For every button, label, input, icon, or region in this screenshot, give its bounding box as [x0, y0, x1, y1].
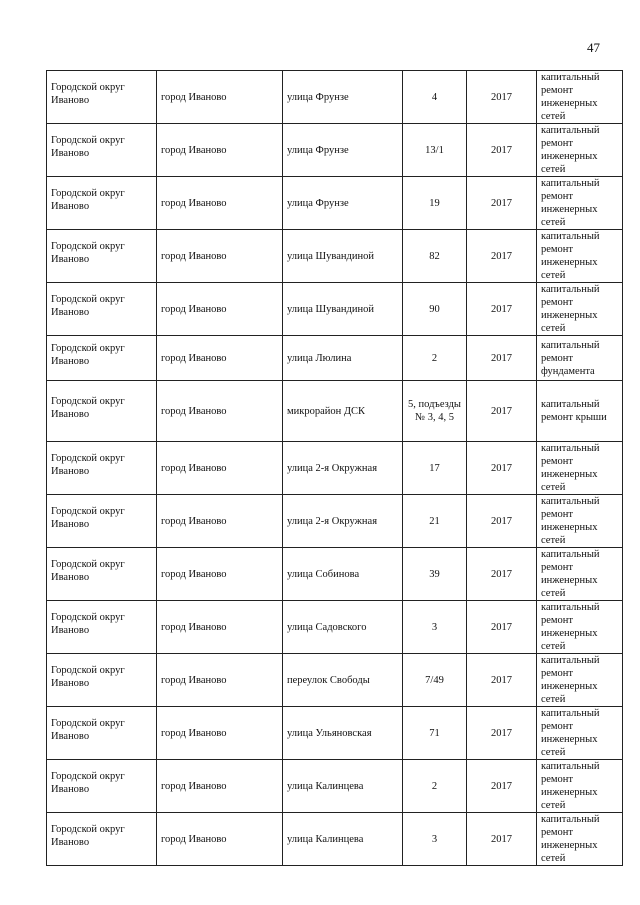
table-row: [47, 813, 623, 866]
table-body: [47, 71, 623, 866]
house-number-cell: 2: [403, 760, 467, 813]
settlement-cell: город Иваново: [157, 495, 283, 548]
work-type-cell: капитальный ремонт инженерных сетей: [537, 442, 623, 495]
municipality-cell: [47, 707, 157, 760]
year-cell: 2017: [467, 71, 537, 124]
page-number: 47: [587, 40, 600, 55]
year-cell: 2017: [467, 813, 537, 866]
house-number-cell: 21: [403, 495, 467, 548]
street-cell: улица 2-я Окружная: [283, 442, 403, 495]
house-number-cell: 39: [403, 548, 467, 601]
settlement-cell: город Иваново: [157, 124, 283, 177]
municipality-text: Городской округ Иваново: [51, 396, 125, 420]
work-type-cell: капитальный ремонт инженерных сетей: [537, 707, 623, 760]
table-row: [47, 495, 623, 548]
table-row: [47, 654, 623, 707]
house-number-cell: 4: [403, 71, 467, 124]
table-row: [47, 601, 623, 654]
year-cell: 2017: [467, 124, 537, 177]
house-number-cell: 17: [403, 442, 467, 495]
work-type-cell: капитальный ремонт инженерных сетей: [537, 601, 623, 654]
table-row: [47, 71, 623, 124]
municipality-cell: [47, 336, 157, 381]
municipality-text: Городской округ Иваново: [51, 188, 125, 212]
municipality-cell: [47, 601, 157, 654]
housing-repair-table: [46, 70, 623, 866]
year-cell: 2017: [467, 601, 537, 654]
municipality-text: Городской округ Иваново: [51, 135, 125, 159]
municipality-cell: [47, 71, 157, 124]
settlement-cell: город Иваново: [157, 442, 283, 495]
street-cell: улица Калинцева: [283, 813, 403, 866]
table-row: [47, 336, 623, 381]
work-type-cell: капитальный ремонт инженерных сетей: [537, 760, 623, 813]
work-type-cell: капитальный ремонт инженерных сетей: [537, 495, 623, 548]
street-cell: улица Шувандиной: [283, 230, 403, 283]
street-cell: улица Фрунзе: [283, 71, 403, 124]
municipality-cell: [47, 381, 157, 442]
work-type-cell: капитальный ремонт инженерных сетей: [537, 71, 623, 124]
year-cell: 2017: [467, 177, 537, 230]
settlement-cell: город Иваново: [157, 601, 283, 654]
municipality-cell: [47, 283, 157, 336]
year-cell: 2017: [467, 442, 537, 495]
municipality-cell: [47, 495, 157, 548]
house-number-cell: 90: [403, 283, 467, 336]
street-cell: улица Садовского: [283, 601, 403, 654]
street-cell: улица Калинцева: [283, 760, 403, 813]
settlement-cell: город Иваново: [157, 654, 283, 707]
settlement-cell: город Иваново: [157, 71, 283, 124]
municipality-text: Городской округ Иваново: [51, 612, 125, 636]
settlement-cell: город Иваново: [157, 177, 283, 230]
table-row: [47, 124, 623, 177]
street-cell: улица 2-я Окружная: [283, 495, 403, 548]
work-type-cell: капитальный ремонт инженерных сетей: [537, 177, 623, 230]
municipality-text: Городской округ Иваново: [51, 241, 125, 265]
work-type-cell: капитальный ремонт фундамента: [537, 336, 623, 381]
work-type-cell: капитальный ремонт крыши: [537, 381, 623, 442]
settlement-cell: город Иваново: [157, 548, 283, 601]
year-cell: 2017: [467, 707, 537, 760]
house-number-cell: 82: [403, 230, 467, 283]
street-cell: улица Ульяновская: [283, 707, 403, 760]
municipality-cell: [47, 548, 157, 601]
municipality-text: Городской округ Иваново: [51, 718, 125, 742]
municipality-cell: [47, 442, 157, 495]
settlement-cell: город Иваново: [157, 230, 283, 283]
house-number-cell: 19: [403, 177, 467, 230]
settlement-cell: город Иваново: [157, 707, 283, 760]
municipality-text: Городской округ Иваново: [51, 506, 125, 530]
year-cell: 2017: [467, 654, 537, 707]
municipality-text: Городской округ Иваново: [51, 824, 125, 848]
municipality-text: Городской округ Иваново: [51, 453, 125, 477]
street-cell: улица Фрунзе: [283, 124, 403, 177]
year-cell: 2017: [467, 283, 537, 336]
table-row: [47, 548, 623, 601]
house-number-cell: 3: [403, 601, 467, 654]
year-cell: 2017: [467, 760, 537, 813]
year-cell: 2017: [467, 548, 537, 601]
year-cell: 2017: [467, 381, 537, 442]
municipality-cell: [47, 760, 157, 813]
work-type-cell: капитальный ремонт инженерных сетей: [537, 124, 623, 177]
house-number-cell: 2: [403, 336, 467, 381]
settlement-cell: город Иваново: [157, 336, 283, 381]
municipality-text: Городской округ Иваново: [51, 294, 125, 318]
house-number-cell: 13/1: [403, 124, 467, 177]
street-cell: улица Люлина: [283, 336, 403, 381]
house-number-cell: 5, подъезды № 3, 4, 5: [403, 381, 467, 442]
table-row: [47, 442, 623, 495]
municipality-cell: [47, 654, 157, 707]
street-cell: улица Фрунзе: [283, 177, 403, 230]
year-cell: 2017: [467, 336, 537, 381]
municipality-cell: [47, 813, 157, 866]
settlement-cell: город Иваново: [157, 283, 283, 336]
municipality-text: Городской округ Иваново: [51, 82, 125, 106]
work-type-cell: капитальный ремонт инженерных сетей: [537, 813, 623, 866]
work-type-cell: капитальный ремонт инженерных сетей: [537, 230, 623, 283]
work-type-cell: капитальный ремонт инженерных сетей: [537, 283, 623, 336]
work-type-cell: капитальный ремонт инженерных сетей: [537, 654, 623, 707]
work-type-cell: капитальный ремонт инженерных сетей: [537, 548, 623, 601]
street-cell: переулок Свободы: [283, 654, 403, 707]
street-cell: улица Шувандиной: [283, 283, 403, 336]
municipality-cell: [47, 177, 157, 230]
house-number-cell: 71: [403, 707, 467, 760]
settlement-cell: город Иваново: [157, 813, 283, 866]
settlement-cell: город Иваново: [157, 381, 283, 442]
municipality-text: Городской округ Иваново: [51, 665, 125, 689]
municipality-cell: [47, 230, 157, 283]
municipality-cell: [47, 124, 157, 177]
table-row: [47, 381, 623, 442]
settlement-cell: город Иваново: [157, 760, 283, 813]
year-cell: 2017: [467, 495, 537, 548]
street-cell: улица Собинова: [283, 548, 403, 601]
municipality-text: Городской округ Иваново: [51, 343, 125, 367]
house-number-cell: 3: [403, 813, 467, 866]
municipality-text: Городской округ Иваново: [51, 771, 125, 795]
house-number-cell: 7/49: [403, 654, 467, 707]
table-row: [47, 230, 623, 283]
table-row: [47, 177, 623, 230]
municipality-text: Городской округ Иваново: [51, 559, 125, 583]
table-row: [47, 283, 623, 336]
street-cell: микрорайон ДСК: [283, 381, 403, 442]
table-row: [47, 707, 623, 760]
table-row: [47, 760, 623, 813]
year-cell: 2017: [467, 230, 537, 283]
